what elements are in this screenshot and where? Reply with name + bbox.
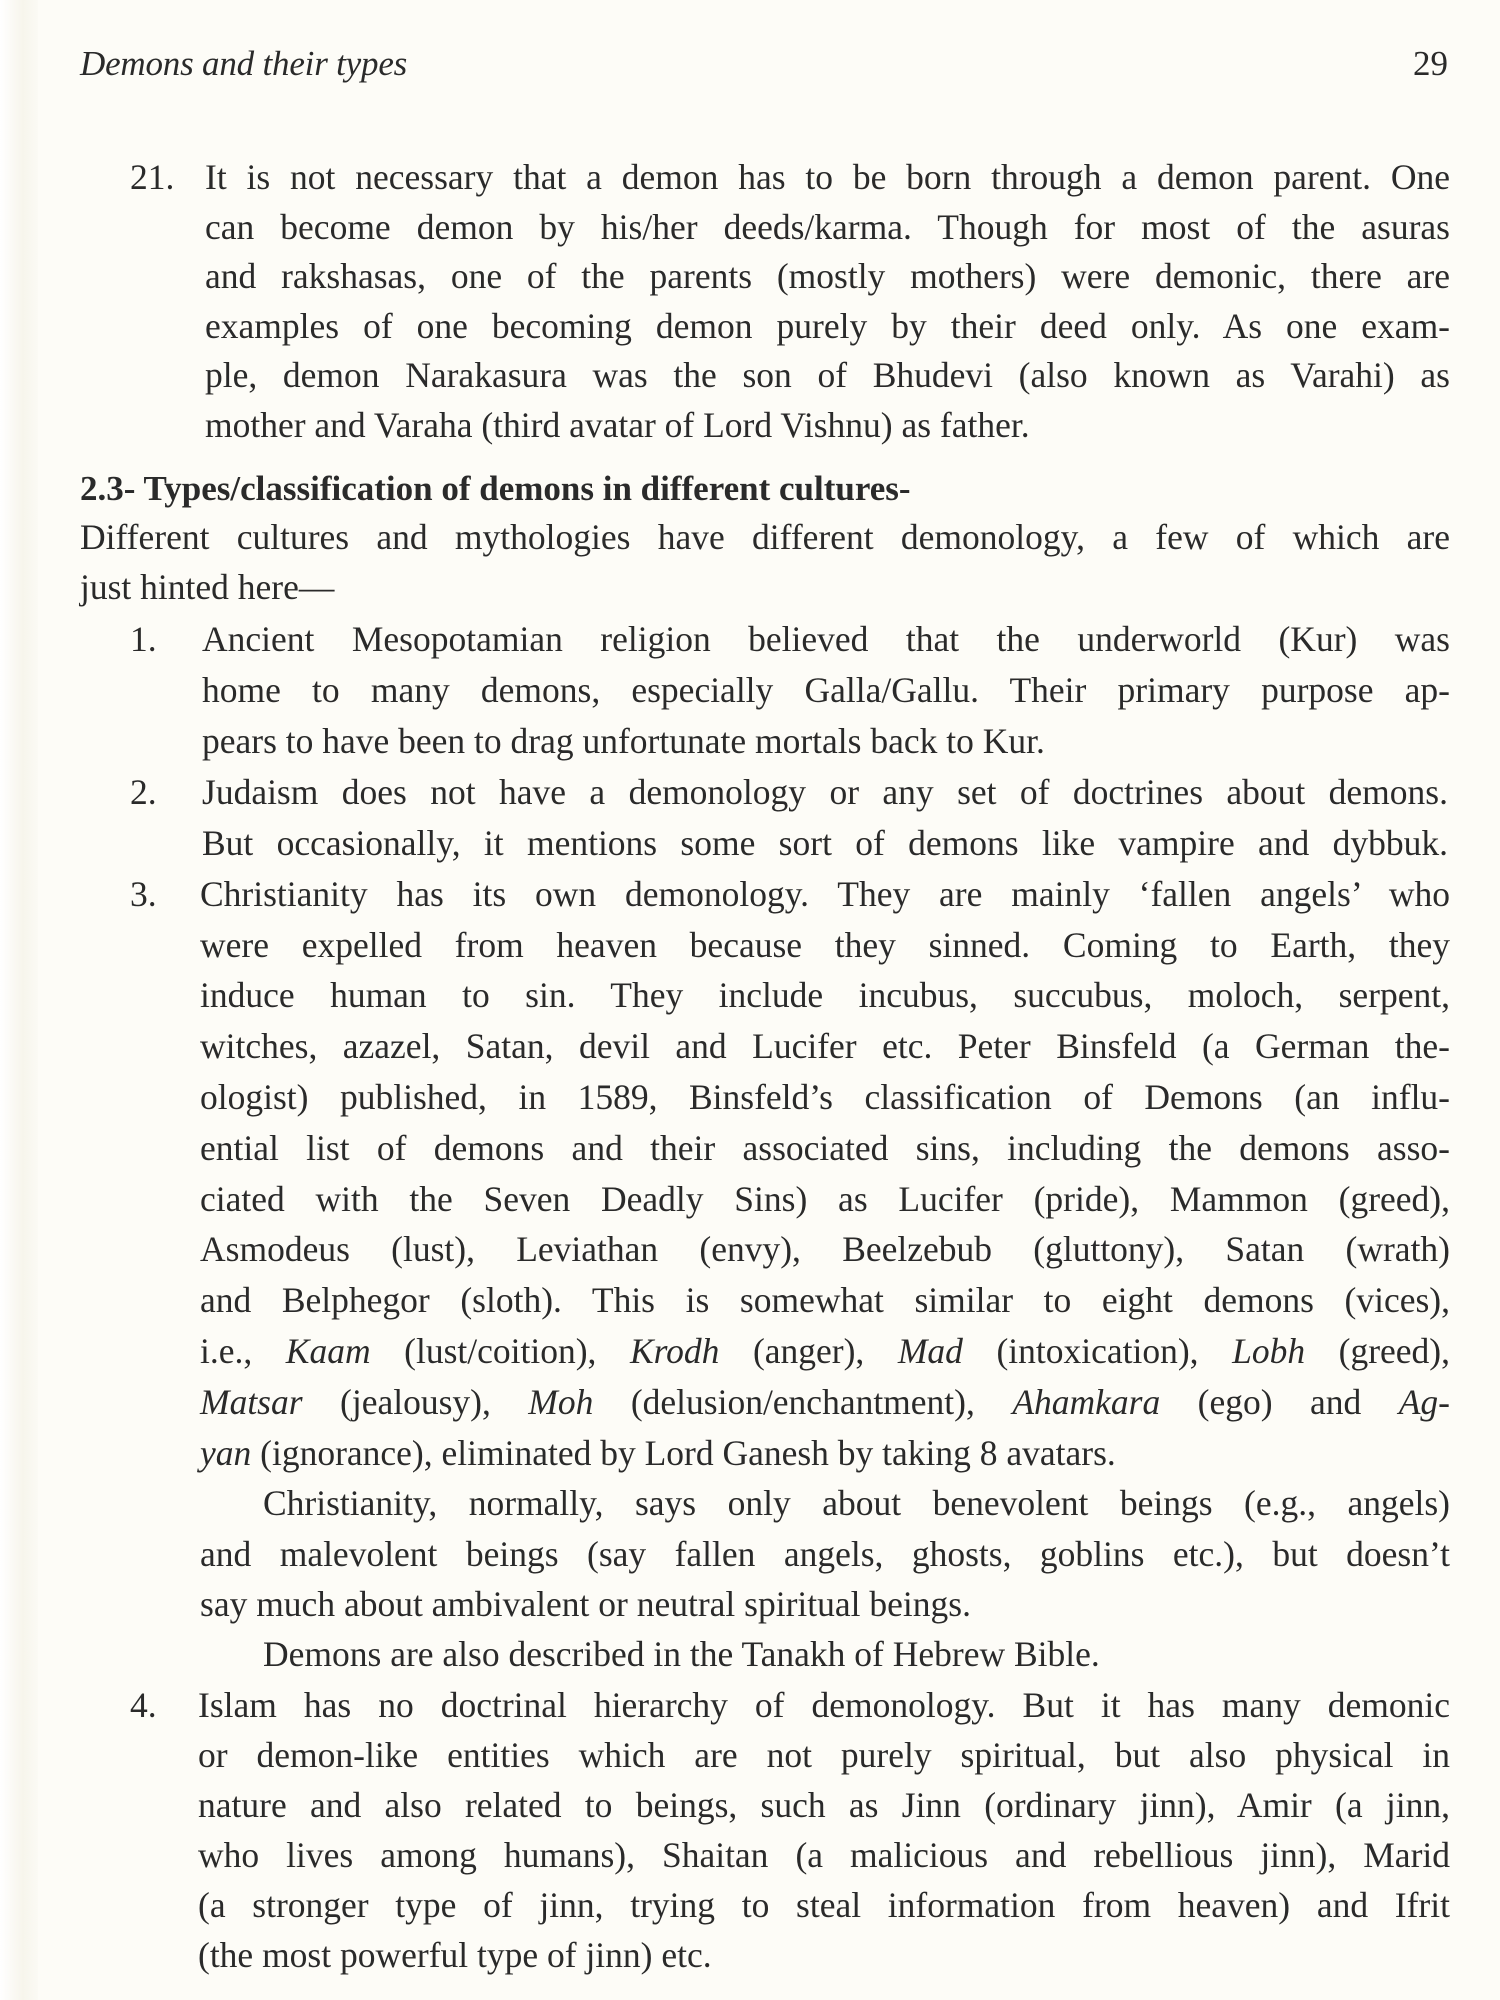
item-21-number: 21. [130,157,175,197]
item-3-line: and Belphegor (sloth). This is somewhat similar to eight demons (vices), [200,1280,1450,1320]
page-gutter-edge [0,0,38,2000]
item-3-line: were expelled from heaven because they sinned. Coming to Earth, they [200,925,1450,965]
item-4-line: (a stronger type of jinn, trying to steal information from heaven) and Ifrit [198,1885,1450,1925]
item-3-line: Christianity has its own demonology. They are mainly ‘fallen angels’ who [200,874,1450,914]
term-mad: Mad [897,1331,963,1371]
term-moh: Moh [528,1382,594,1422]
item-21-line: mother and Varaha (third avatar of Lord Vishnu) as father. [205,405,1030,445]
item-3-line: ential list of demons and their associated sins, including the demons asso- [200,1128,1450,1168]
term-matsar: Matsar [200,1382,303,1422]
page-number: 29 [1413,44,1448,83]
item-2-line: But occasionally, it mentions some sort of demons like vampire and dybbuk. [202,823,1448,863]
item-3-line: Asmodeus (lust), Leviathan (envy), Beelzebub (gluttony), Satan (wrath) [200,1229,1450,1269]
term-agyan-part2: yan [200,1433,252,1473]
item-4-line: nature and also related to beings, such as Jinn (ordinary jinn), Amir (a jinn, [198,1785,1450,1825]
item-1-line: pears to have been to drag unfortunate mortals back to Kur. [202,721,1045,761]
item-21-line: and rakshasas, one of the parents (mostly mothers) were demonic, there are [205,256,1450,296]
term-ahamkara: Ahamkara [1012,1382,1161,1422]
item-2-line: Judaism does not have a demonology or any set of doctrines about demons. [202,772,1448,812]
item-1-line: home to many demons, especially Galla/Gallu. Their primary purpose ap- [202,670,1450,710]
item-21-line: examples of one becoming demon purely by their deed only. As one exam- [205,306,1450,346]
running-head: Demons and their types [80,44,408,83]
item-3-para2-line: say much about ambivalent or neutral spiritual beings. [200,1584,971,1624]
item-3-para2-line: and malevolent beings (say fallen angels, ghosts, goblins etc.), but doesn’t [200,1534,1450,1574]
item-1-number: 1. [130,619,157,659]
section-heading: 2.3- Types/classification of demons in different cultures- [80,469,911,508]
item-3-number: 3. [130,874,157,914]
item-3-vices-line: i.e., Kaam (lust/coition), Krodh (anger), Mad (intoxication), Lobh (greed), [200,1331,1450,1371]
intro-line: Different cultures and mythologies have different demonology, a few of which are [80,517,1450,557]
item-3-line: induce human to sin. They include incubus, succubus, moloch, serpent, [200,975,1450,1015]
term-krodh: Krodh [629,1331,720,1371]
item-3-para3-line: Demons are also described in the Tanakh of Hebrew Bible. [263,1634,1100,1674]
item-3-line: ciated with the Seven Deadly Sins) as Lucifer (pride), Mammon (greed), [200,1179,1450,1219]
term-agyan-part1: Ag- [1398,1382,1450,1422]
item-21-line: can become demon by his/her deeds/karma. Though for most of the asuras [205,207,1450,247]
item-21-line: It is not necessary that a demon has to be born through a demon parent. One [205,157,1450,197]
item-3-vices-line: Matsar (jealousy), Moh (delusion/enchantment), Ahamkara (ego) and Ag- [200,1382,1450,1422]
intro-line: just hinted here— [80,567,335,607]
term-kaam: Kaam [285,1331,371,1371]
item-4-line: or demon-like entities which are not purely spiritual, but also physical in [198,1735,1450,1775]
item-4-line: who lives among humans), Shaitan (a malicious and rebellious jinn), Marid [198,1835,1450,1875]
item-3-line: ologist) published, in 1589, Binsfeld’s classification of Demons (an influ- [200,1077,1450,1117]
item-21-line: ple, demon Narakasura was the son of Bhudevi (also known as Varahi) as [205,355,1450,395]
item-3-para2-line: Christianity, normally, says only about benevolent beings (e.g., angels) [263,1483,1450,1523]
item-1-line: Ancient Mesopotamian religion believed that the underworld (Kur) was [202,619,1450,659]
item-4-line: (the most powerful type of jinn) etc. [198,1935,712,1975]
item-4-line: Islam has no doctrinal hierarchy of demonology. But it has many demonic [198,1685,1450,1725]
item-2-number: 2. [130,772,157,812]
item-4-number: 4. [130,1685,157,1725]
item-3-line: witches, azazel, Satan, devil and Lucifer etc. Peter Binsfeld (a German the- [200,1026,1450,1066]
item-3-vices-line: yan (ignorance), eliminated by Lord Ganesh by taking 8 avatars. [200,1433,1116,1473]
term-lobh: Lobh [1232,1331,1306,1371]
